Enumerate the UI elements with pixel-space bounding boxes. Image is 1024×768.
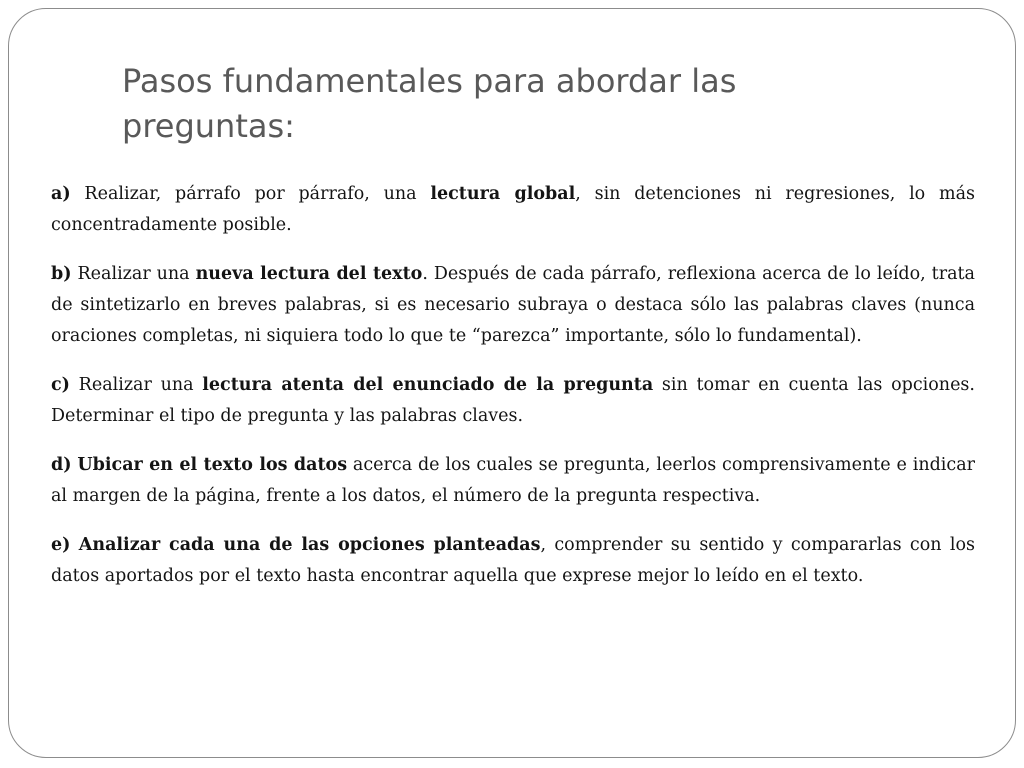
slide-frame xyxy=(8,8,1016,758)
step-b xyxy=(51,259,975,352)
step-c-text-pre: Realizar una xyxy=(78,375,203,395)
step-a-text-pre: Realizar, párrafo por párrafo, una xyxy=(84,184,431,204)
step-c-text-post: sin tomar en cuenta las opciones. Determinar el tipo de pregunta y las palabras claves. xyxy=(51,375,975,426)
step-c-marker: c) xyxy=(51,375,70,395)
step-c xyxy=(51,370,975,432)
step-e-emphasis: Analizar cada una de las opciones planteadas xyxy=(78,535,541,555)
slide-title: Pasos fundamentales para abordar las preguntas: xyxy=(122,62,737,145)
step-b-marker: b) xyxy=(51,264,72,284)
step-d-emphasis: Ubicar en el texto los datos xyxy=(77,455,348,475)
step-d-marker: d) xyxy=(51,455,72,475)
steps-list xyxy=(51,179,975,610)
step-a xyxy=(51,179,975,241)
step-b-text-post: . Después de cada párrafo, reflexiona acerca de lo leído, trata de sintetizarlo en breves palabras, si es necesario subraya o destaca sólo las palabras claves (nunca oraciones completas, ni siquiera todo lo que te “parezca” importante, sólo lo fundamental). xyxy=(51,264,975,346)
step-a-emphasis: lectura global xyxy=(430,184,576,204)
step-b-emphasis: nueva lectura del texto xyxy=(195,264,423,284)
step-e-text-post: , comprender su sentido y compararlas con los datos aportados por el texto hasta encontrar aquella que exprese mejor lo leído en el texto. xyxy=(51,535,975,586)
step-d xyxy=(51,450,975,512)
step-d-text-post: acerca de los cuales se pregunta, leerlos comprensivamente e indicar al margen de la página, frente a los datos, el número de la pregunta respectiva. xyxy=(51,455,975,506)
step-a-text-post: , sin detenciones ni regresiones, lo más concentradamente posible. xyxy=(51,184,975,235)
step-b-text-pre: Realizar una xyxy=(77,264,196,284)
step-e-marker: e) xyxy=(51,535,71,555)
step-e xyxy=(51,530,975,592)
step-c-emphasis: lectura atenta del enunciado de la pregunta xyxy=(202,375,654,395)
step-a-marker: a) xyxy=(51,184,71,204)
